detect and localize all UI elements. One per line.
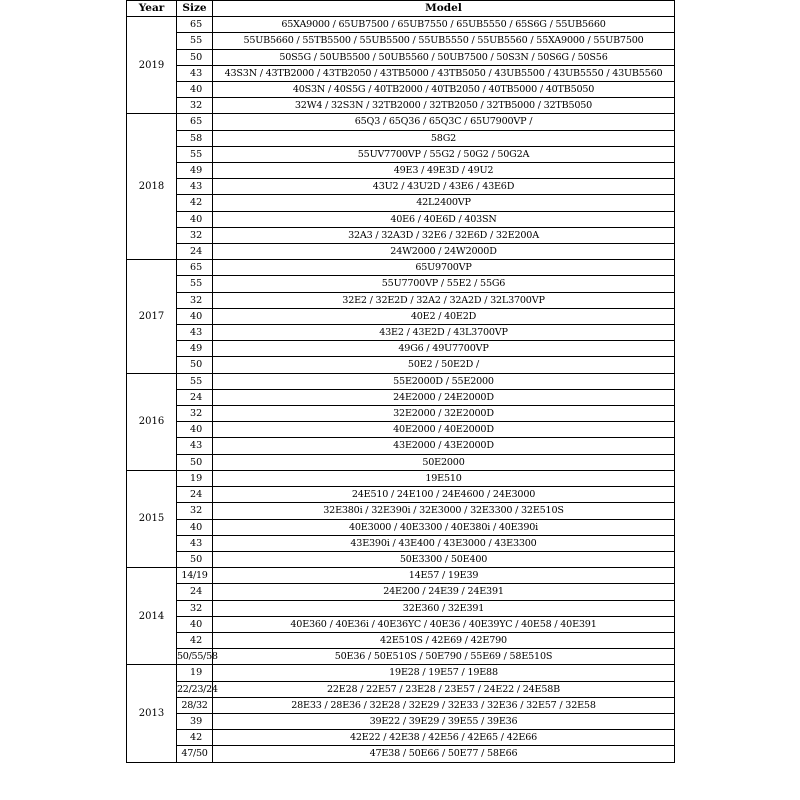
size-cell: 55 <box>177 33 213 49</box>
model-cell: 40E2000 / 40E2000D <box>213 422 675 438</box>
table-row <box>127 276 675 292</box>
year-cell: 2016 <box>127 373 177 470</box>
size-cell: 43 <box>177 325 213 341</box>
model-cell: 28E33 / 28E36 / 32E28 / 32E29 / 32E33 / 32E36 / 32E57 / 32E58 <box>213 697 675 713</box>
header-row <box>127 1 675 17</box>
size-cell: 43 <box>177 535 213 551</box>
size-cell: 65 <box>177 114 213 130</box>
model-cell: 24E510 / 24E100 / 24E4600 / 24E3000 <box>213 487 675 503</box>
table-row <box>127 406 675 422</box>
model-cell: 40E2 / 40E2D <box>213 308 675 324</box>
model-cell: 43E390i / 43E400 / 43E3000 / 43E3300 <box>213 535 675 551</box>
size-cell: 40 <box>177 422 213 438</box>
size-cell: 19 <box>177 665 213 681</box>
table-row <box>127 665 675 681</box>
table-row <box>127 179 675 195</box>
table-row <box>127 697 675 713</box>
model-cell: 32A3 / 32A3D / 32E6 / 32E6D / 32E200A <box>213 227 675 243</box>
size-cell: 40 <box>177 211 213 227</box>
table-row <box>127 373 675 389</box>
table-row <box>127 503 675 519</box>
year-cell: 2013 <box>127 665 177 762</box>
size-cell: 19 <box>177 470 213 486</box>
model-cell: 65XA9000 / 65UB7500 / 65UB7550 / 65UB5550 / 65S6G / 55UB5660 <box>213 17 675 33</box>
size-column-header: Size <box>177 1 213 17</box>
model-cell: 42E22 / 42E38 / 42E56 / 42E65 / 42E66 <box>213 730 675 746</box>
model-cell: 40E6 / 40E6D / 403SN <box>213 211 675 227</box>
model-cell: 19E28 / 19E57 / 19E88 <box>213 665 675 681</box>
model-cell: 55UB5660 / 55TB5500 / 55UB5500 / 55UB5550 / 55UB5560 / 55XA9000 / 55UB7500 <box>213 33 675 49</box>
table-row <box>127 568 675 584</box>
model-cell: 43E2 / 43E2D / 43L3700VP <box>213 325 675 341</box>
table-row <box>127 195 675 211</box>
size-cell: 50 <box>177 454 213 470</box>
size-cell: 32 <box>177 503 213 519</box>
model-column-header: Model <box>213 1 675 17</box>
model-cell: 50E2000 <box>213 454 675 470</box>
size-cell: 42 <box>177 195 213 211</box>
table-row <box>127 211 675 227</box>
size-cell: 47/50 <box>177 746 213 762</box>
table-row <box>127 163 675 179</box>
model-cell: 24E200 / 24E39 / 24E391 <box>213 584 675 600</box>
table-row <box>127 33 675 49</box>
model-cell: 14E57 / 19E39 <box>213 568 675 584</box>
model-cell: 43S3N / 43TB2000 / 43TB2050 / 43TB5000 / 43TB5050 / 43UB5500 / 43UB5550 / 43UB5560 <box>213 65 675 81</box>
model-cell: 40S3N / 40S5G / 40TB2000 / 40TB2050 / 40TB5000 / 40TB5050 <box>213 82 675 98</box>
size-cell: 24 <box>177 244 213 260</box>
size-cell: 40 <box>177 82 213 98</box>
table-row <box>127 454 675 470</box>
model-cell: 65Q3 / 65Q36 / 65Q3C / 65U7900VP / <box>213 114 675 130</box>
size-cell: 43 <box>177 438 213 454</box>
table-row <box>127 438 675 454</box>
model-cell: 32E2000 / 32E2000D <box>213 406 675 422</box>
model-cell: 50S5G / 50UB5500 / 50UB5560 / 50UB7500 / 50S3N / 50S6G / 50S56 <box>213 49 675 65</box>
model-cell: 55U7700VP / 55E2 / 55G6 <box>213 276 675 292</box>
model-cell: 49E3 / 49E3D / 49U2 <box>213 163 675 179</box>
size-cell: 50/55/58 <box>177 649 213 665</box>
model-cell: 47E38 / 50E66 / 50E77 / 58E66 <box>213 746 675 762</box>
table-row <box>127 292 675 308</box>
table-row <box>127 519 675 535</box>
year-column-header: Year <box>127 1 177 17</box>
model-cell: 32E360 / 32E391 <box>213 600 675 616</box>
model-cell: 43E2000 / 43E2000D <box>213 438 675 454</box>
size-cell: 58 <box>177 130 213 146</box>
table-row <box>127 65 675 81</box>
model-cell: 32E380i / 32E390i / 32E3000 / 32E3300 / 32E510S <box>213 503 675 519</box>
size-cell: 40 <box>177 308 213 324</box>
size-cell: 55 <box>177 373 213 389</box>
size-cell: 40 <box>177 519 213 535</box>
table-row <box>127 227 675 243</box>
model-table <box>126 0 675 763</box>
size-cell: 42 <box>177 730 213 746</box>
table-row <box>127 551 675 567</box>
model-cell: 50E3300 / 50E400 <box>213 551 675 567</box>
table-row <box>127 649 675 665</box>
table-row <box>127 82 675 98</box>
model-cell: 24W2000 / 24W2000D <box>213 244 675 260</box>
size-cell: 39 <box>177 713 213 729</box>
size-cell: 65 <box>177 260 213 276</box>
table-row <box>127 730 675 746</box>
model-cell: 40E3000 / 40E3300 / 40E380i / 40E390i <box>213 519 675 535</box>
size-cell: 65 <box>177 17 213 33</box>
table-row <box>127 244 675 260</box>
model-cell: 50E36 / 50E510S / 50E790 / 55E69 / 58E510S <box>213 649 675 665</box>
model-cell: 24E2000 / 24E2000D <box>213 389 675 405</box>
size-cell: 14/19 <box>177 568 213 584</box>
table-row <box>127 308 675 324</box>
model-cell: 58G2 <box>213 130 675 146</box>
size-cell: 32 <box>177 600 213 616</box>
model-cell: 43U2 / 43U2D / 43E6 / 43E6D <box>213 179 675 195</box>
size-cell: 55 <box>177 276 213 292</box>
model-cell: 42E510S / 42E69 / 42E790 <box>213 632 675 648</box>
size-cell: 32 <box>177 406 213 422</box>
size-cell: 24 <box>177 389 213 405</box>
size-cell: 28/32 <box>177 697 213 713</box>
table-row <box>127 746 675 762</box>
table-row <box>127 487 675 503</box>
table-row <box>127 616 675 632</box>
size-cell: 49 <box>177 341 213 357</box>
model-cell: 50E2 / 50E2D / <box>213 357 675 373</box>
size-cell: 32 <box>177 98 213 114</box>
model-cell: 42L2400VP <box>213 195 675 211</box>
year-cell: 2015 <box>127 470 177 567</box>
table-row <box>127 713 675 729</box>
table-row <box>127 470 675 486</box>
table-row <box>127 17 675 33</box>
model-cell: 40E360 / 40E36i / 40E36YC / 40E36 / 40E39YC / 40E58 / 40E391 <box>213 616 675 632</box>
model-cell: 55UV7700VP / 55G2 / 50G2 / 50G2A <box>213 146 675 162</box>
size-cell: 43 <box>177 65 213 81</box>
table-row <box>127 130 675 146</box>
table-row <box>127 49 675 65</box>
year-cell: 2017 <box>127 260 177 373</box>
table-row <box>127 600 675 616</box>
table-row <box>127 341 675 357</box>
table-row <box>127 389 675 405</box>
size-cell: 50 <box>177 49 213 65</box>
size-cell: 24 <box>177 584 213 600</box>
model-cell: 32W4 / 32S3N / 32TB2000 / 32TB2050 / 32TB5000 / 32TB5050 <box>213 98 675 114</box>
size-cell: 22/23/24 <box>177 681 213 697</box>
size-cell: 32 <box>177 292 213 308</box>
model-cell: 55E2000D / 55E2000 <box>213 373 675 389</box>
year-cell: 2018 <box>127 114 177 260</box>
model-cell: 65U9700VP <box>213 260 675 276</box>
table-row <box>127 584 675 600</box>
table-row <box>127 632 675 648</box>
model-cell: 39E22 / 39E29 / 39E55 / 39E36 <box>213 713 675 729</box>
table-row <box>127 357 675 373</box>
size-cell: 50 <box>177 357 213 373</box>
size-cell: 32 <box>177 227 213 243</box>
model-cell: 22E28 / 22E57 / 23E28 / 23E57 / 24E22 / 24E58B <box>213 681 675 697</box>
size-cell: 40 <box>177 616 213 632</box>
table-row <box>127 422 675 438</box>
size-cell: 50 <box>177 551 213 567</box>
model-cell: 32E2 / 32E2D / 32A2 / 32A2D / 32L3700VP <box>213 292 675 308</box>
model-cell: 49G6 / 49U7700VP <box>213 341 675 357</box>
table-row <box>127 325 675 341</box>
table-row <box>127 114 675 130</box>
table-row <box>127 535 675 551</box>
year-cell: 2014 <box>127 568 177 665</box>
table-row <box>127 260 675 276</box>
table-row <box>127 681 675 697</box>
size-cell: 43 <box>177 179 213 195</box>
table-row <box>127 146 675 162</box>
size-cell: 55 <box>177 146 213 162</box>
model-cell: 19E510 <box>213 470 675 486</box>
table-row <box>127 98 675 114</box>
table-body <box>127 17 675 762</box>
model-compatibility-sheet <box>126 0 674 800</box>
size-cell: 24 <box>177 487 213 503</box>
size-cell: 49 <box>177 163 213 179</box>
size-cell: 42 <box>177 632 213 648</box>
year-cell: 2019 <box>127 17 177 114</box>
